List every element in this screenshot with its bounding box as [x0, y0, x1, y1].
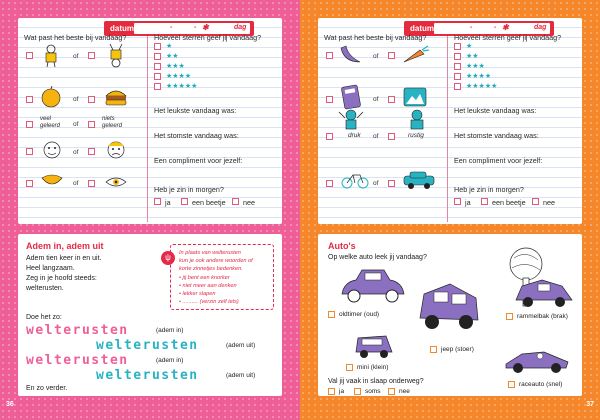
pair-label-left: veel geleerd [40, 116, 61, 129]
star-icon: ★★★ [166, 63, 185, 70]
pair-label-right: niets geleerd [102, 116, 123, 129]
checkbox[interactable] [388, 180, 395, 187]
carrot-icon [402, 44, 430, 66]
mini-car-icon [352, 330, 396, 360]
checkbox[interactable] [26, 52, 33, 59]
question-compliment: Een compliment voor jezelf: [154, 156, 243, 165]
checkbox[interactable] [388, 52, 395, 59]
checkbox-no[interactable] [388, 388, 395, 395]
eye-icon [104, 174, 128, 190]
page-number: 36 [6, 401, 14, 408]
race-car-icon [504, 344, 570, 374]
checkbox-yes[interactable] [328, 388, 335, 395]
car-icon [402, 170, 436, 190]
checkbox-no[interactable] [532, 198, 539, 205]
calculator-icon [340, 84, 362, 110]
star-icon: ✱ [202, 23, 209, 32]
box-title: Adem in, adem uit [26, 241, 104, 251]
checkbox[interactable] [154, 83, 161, 90]
question-worst-moment: Het stomste vandaag was: [154, 131, 239, 140]
tip-box: ψ In plaats van welterusten kun je ook andere woorden of korte zinnetjes bedenken. • jij bent een knorker • niet meer aan denken • lekker slapen • .......... (verzin zelf iets) [170, 244, 274, 310]
word-out: welterusten [96, 338, 199, 353]
cutlery-icon: ψ [161, 251, 175, 265]
breathing-exercise-box: Adem in, adem uit Adem tien keer in en uit. Heel langzaam. Zeg in je hoofd steeds: welterusten. ψ In plaats van welterusten kun je ook andere woorden of korte zinnetjes bedenken. • jij bent een knorker • niet meer aan denken • lekker slapen • .......... (verzin zelf iets) Doe het zo: welterusten (adem in) welterusten (adem uit) welterusten (adem in) welterusten (adem uit) En zo verder. [18, 234, 282, 396]
checkbox[interactable] [454, 73, 461, 80]
pair-label-left: druk [348, 132, 361, 139]
checkbox-sometimes[interactable] [354, 388, 361, 395]
question-best-moment: Het leukste vandaag was: [154, 106, 237, 115]
star-icon: ★★ [166, 53, 179, 60]
checkbox[interactable] [454, 63, 461, 70]
smiling-face-icon [40, 138, 64, 162]
question-best-fit: Wat past het beste bij vandaag? [24, 33, 127, 42]
checkbox[interactable] [154, 53, 161, 60]
checkbox[interactable] [154, 43, 161, 50]
word-out: welterusten [96, 368, 199, 383]
checkbox[interactable] [88, 96, 95, 103]
checkbox-rammelbak[interactable] [506, 313, 513, 320]
word-in: welterusten [26, 353, 129, 368]
child-upside-down-icon [102, 43, 130, 69]
star-icon: ★★ [466, 53, 479, 60]
apple-icon [40, 86, 62, 108]
star-icon: ★★★★ [166, 73, 192, 80]
page-number: 37 [586, 401, 594, 408]
star-icon: ★★★ [466, 63, 485, 70]
checkbox[interactable] [26, 96, 33, 103]
date-field[interactable]: - - ✱ dag [434, 23, 550, 34]
checkbox[interactable] [88, 148, 95, 155]
date-field[interactable]: - - ✱ dag [134, 23, 250, 34]
checkbox[interactable] [388, 96, 395, 103]
sleep-question: Val jij vaak in slaap onderweg? [328, 378, 424, 385]
question-stars: Hoeveel sterren geef jij vandaag? [454, 33, 562, 42]
checkbox[interactable] [326, 180, 333, 187]
right-page [300, 0, 600, 420]
banana-icon [338, 44, 364, 66]
checkbox[interactable] [88, 180, 95, 187]
checkbox[interactable] [26, 180, 33, 187]
date-label: datum [410, 24, 434, 33]
checkbox-mini[interactable] [346, 364, 353, 371]
star-icon: ★★★★ [466, 73, 492, 80]
checkbox-a-bit[interactable] [481, 198, 488, 205]
star-icon: ✱ [502, 23, 509, 32]
star-icon: ★ [466, 43, 473, 50]
checkbox-no[interactable] [232, 198, 239, 205]
question-best-fit: Wat past het beste bij vandaag? [324, 33, 427, 42]
checkbox[interactable] [326, 96, 333, 103]
pair-label-right: rustig [408, 132, 424, 139]
checkbox-yes[interactable] [454, 198, 461, 205]
checkbox-a-bit[interactable] [181, 198, 188, 205]
checkbox[interactable] [326, 52, 333, 59]
checkbox[interactable] [26, 121, 33, 128]
question-stars: Hoeveel sterren geef jij vandaag? [154, 33, 262, 42]
star-icon: ★★★★★ [166, 83, 198, 90]
word-in: welterusten [26, 323, 129, 338]
calm-child-icon [402, 108, 432, 130]
checkbox[interactable] [154, 63, 161, 70]
checkbox[interactable] [454, 43, 461, 50]
cars-box: Auto's Op welke auto leek jij vandaag? oldtimer (oud) jeep (stoer) rammelbak (brak) mini (klein) raceauto (snel) Val jij vaak in slaap onderweg? ja soms nee [318, 234, 582, 396]
checkbox[interactable] [326, 133, 333, 140]
frowning-face-icon [104, 138, 128, 162]
star-icon: ★ [166, 43, 173, 50]
question-best-moment: Het leukste vandaag was: [454, 106, 537, 115]
checkbox[interactable] [88, 121, 95, 128]
bicycle-icon [340, 170, 370, 190]
question-tomorrow: Heb je zin in morgen? [154, 185, 224, 194]
checkbox-oldtimer[interactable] [328, 311, 335, 318]
checkbox[interactable] [154, 73, 161, 80]
checkbox[interactable] [88, 52, 95, 59]
open-mouth-icon [40, 174, 64, 190]
tablet-picture-icon [402, 86, 428, 108]
busy-child-icon [336, 108, 366, 130]
cars-question: Op welke auto leek jij vandaag? [328, 254, 427, 261]
child-standing-icon [38, 43, 64, 67]
diary-notebook-right: datum - - ✱ dag Wat past het beste bij vandaag? of of druk of rustig of Hoeveel sterren geef jij vandaag? ★ ★★ ★★★ ★★★★ ★★★★★ Het leukste vandaag was: Het stomste vandaag was: Een compliment voor jezelf: Heb je zin in morgen? ja een beetje nee [318, 18, 582, 224]
question-worst-moment: Het stomste vandaag was: [454, 131, 539, 140]
jeep-car-icon [414, 280, 484, 332]
question-tomorrow: Heb je zin in morgen? [454, 185, 524, 194]
checkbox[interactable] [454, 83, 461, 90]
rammelbak-car-icon [514, 274, 574, 310]
diary-notebook-left: datum - - ✱ dag Wat past het beste bij vandaag? of of veel geleerd of niets geleerd of of Hoeveel sterren geef jij vandaag? ★ ★★ ★★★ ★★★★ ★★★★★ Het leukste vandaag was: Het stomste vandaag was: Een compliment voor jezelf: Heb je zin in morgen? ja een beetje nee [18, 18, 282, 224]
checkbox[interactable] [454, 53, 461, 60]
hamburger-icon [104, 86, 128, 108]
star-icon: ★★★★★ [466, 83, 498, 90]
checkbox-yes[interactable] [154, 198, 161, 205]
checkbox[interactable] [26, 148, 33, 155]
oldtimer-car-icon [338, 266, 408, 306]
checkbox-jeep[interactable] [430, 346, 437, 353]
date-label: datum [110, 24, 134, 33]
checkbox-raceauto[interactable] [508, 381, 515, 388]
question-compliment: Een compliment voor jezelf: [454, 156, 543, 165]
checkbox[interactable] [388, 133, 395, 140]
box-title: Auto's [328, 241, 356, 251]
